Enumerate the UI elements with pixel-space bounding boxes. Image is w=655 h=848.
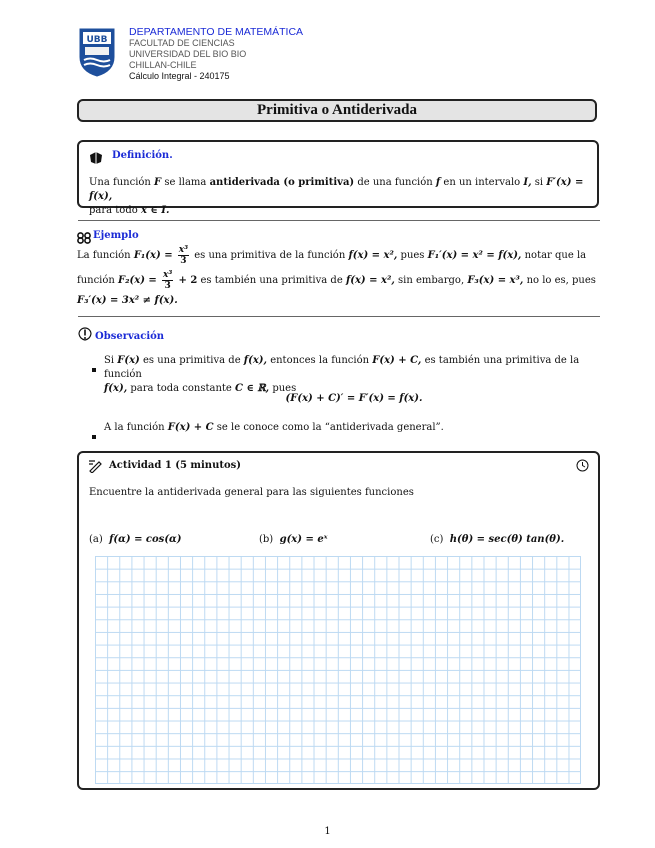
display-equation: (F(x) + C)′ = F′(x) = f(x). [285,393,423,404]
activity-instruction: Encuentre la antiderivada general para las siguientes funciones [89,487,414,498]
page-number: 1 [324,826,331,837]
divider [78,316,600,317]
definition-text: Una función F se llama antiderivada (o primitiva) de una función f en un intervalo I, si F′(x) = f(x), para todo x ∈ I. [89,177,584,216]
observation-item-1: Si F(x) es una primitiva de f(x), entonces la función F(x) + C, es también una primitiva de la función f(x), para toda constante C ∈ ℝ, pues [104,355,580,394]
activity-heading: Actividad 1 (5 minutos) [109,460,242,471]
city-name: CHILLAN-CHILE [129,60,197,70]
fraction: $\frac{\text{x³}}{3}$ [162,270,173,291]
observation-heading: Observación [95,331,165,342]
example-line-2: función F₂(x) = $\frac{\text{x³}}{3}$ + 2 es también una primitiva de f(x) = x², sin embargo, F₃(x) = x³, no lo es, pues [77,270,596,291]
divider [78,220,600,221]
fraction: $\frac{\text{x³}}{3}$ [178,245,189,266]
pencil-icon [88,458,104,477]
bullet [92,426,102,445]
example-heading: Ejemplo [93,230,139,241]
bullet [92,359,102,378]
answer-grid[interactable] [95,556,581,784]
exercise-c: (c) h(θ) = sec(θ) tan(θ). [430,534,565,545]
clock-icon [576,457,589,476]
svg-text:UBB: UBB [86,35,108,45]
definition-heading: Definición. [112,150,173,161]
faculty-name: FACULTAD DE CIENCIAS [129,38,235,48]
exercise-b: (b) g(x) = eˣ [259,534,328,545]
observation-item-2: A la función F(x) + C se le conoce como la “antiderivada general”. [104,422,444,433]
university-logo [78,27,116,77]
example-line-1: La función F₁(x) = $\frac{\text{x³}}{3}$ es una primitiva de la función f(x) = x², pues F₁′(x) = x² = f(x), notar que la [77,245,587,266]
definition-icon [89,149,103,168]
exercise-a: (a) f(α) = cos(α) [89,534,182,545]
course-name: Cálculo Integral - 240175 [129,71,230,81]
example-line-3: F₃′(x) = 3x² ≠ f(x). [77,295,178,306]
university-name: UNIVERSIDAD DEL BIO BIO [129,49,247,59]
warning-icon [77,326,93,345]
page-title: Primitiva o Antiderivada [77,99,597,122]
department-name: DEPARTAMENTO DE MATEMÁTICA [129,26,304,38]
